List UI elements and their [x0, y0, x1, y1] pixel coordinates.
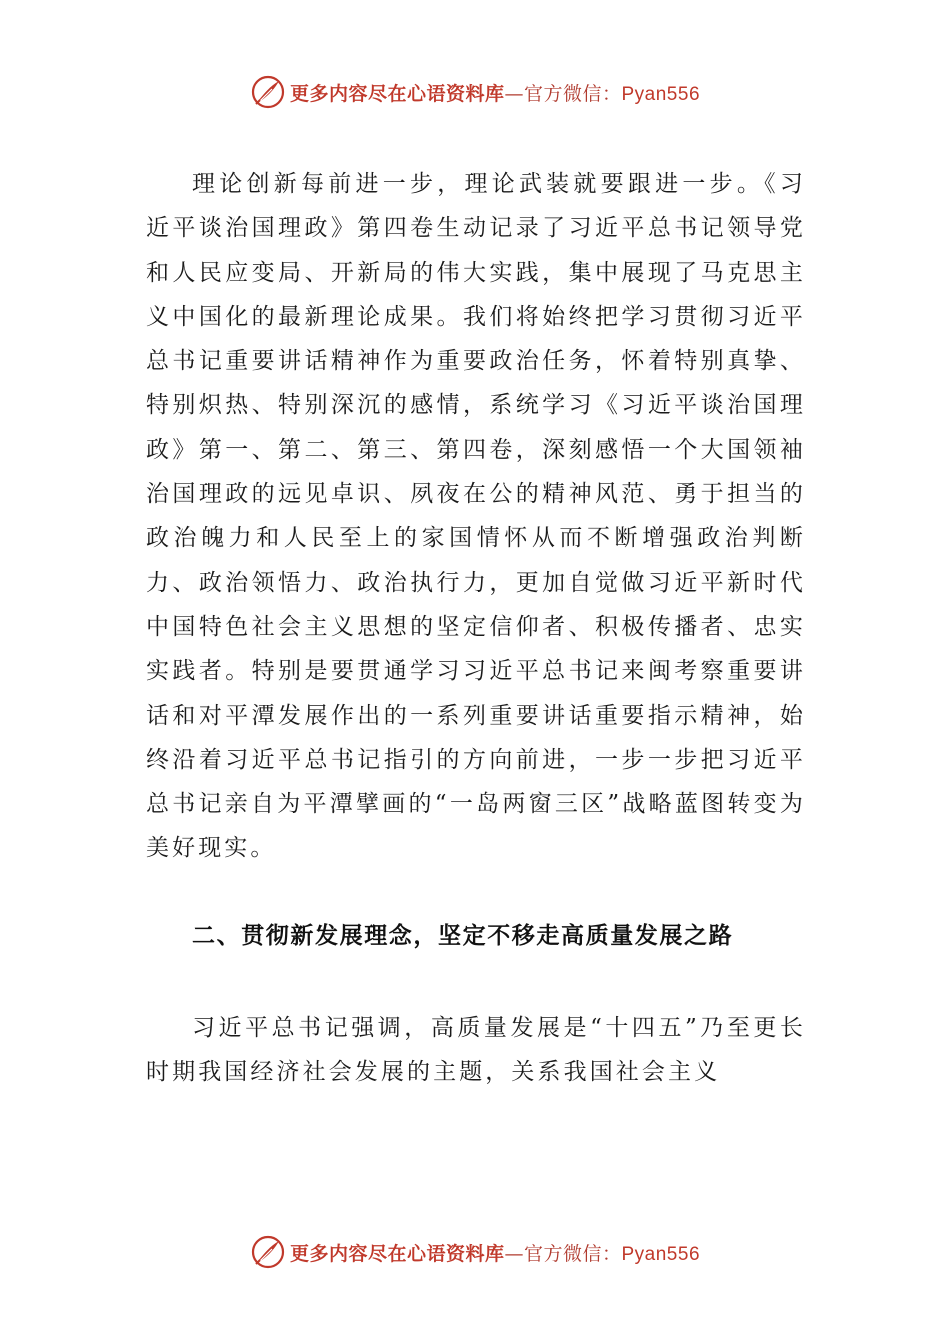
- watermark-main: 更多内容尽在心语资料库: [289, 1242, 505, 1265]
- header-watermark: [0, 72, 950, 112]
- feather-pen-logo-icon: [250, 1234, 286, 1270]
- watermark-main: 更多内容尽在心语资料库: [289, 82, 505, 105]
- watermark-text: [290, 79, 700, 106]
- watermark-wechat-label: 官方微信：: [523, 1242, 622, 1265]
- watermark-separator: —: [504, 1242, 524, 1265]
- paragraph-1: 理论创新每前进一步，理论武装就要跟进一步。《习近平谈治国理政》第四卷生动记录了习近平总书记领导党和人民应变局、开新局的伟大实践，集中展现了马克思主义中国化的最新理论成果。我们将始终把学习贯彻习近平总书记重要讲话精神作为重要政治任务，怀着特别真挚、特别炽热、特别深沉的感情，系统学习《习近平谈治国理政》第一、第二、第三、第四卷，深刻感悟一个大国领袖治国理政的远见卓识、夙夜在公的精神风范、勇于担当的政治魄力和人民至上的家国情怀从而不断增强政治判断力、政治领悟力、政治执行力，更加自觉做习近平新时代中国特色社会主义思想的坚定信仰者、积极传播者、忠实实践者。特别是要贯通学习习近平总书记来闽考察重要讲话和对平潭发展作出的一系列重要讲话重要指示精神，始终沿着习近平总书记指引的方向前进，一步一步把习近平总书记亲自为平潭擘画的“一岛两窗三区”战略蓝图转变为美好现实。: [146, 171, 806, 862]
- section-heading-2: 二、贯彻新发展理念，坚定不移走高质量发展之路: [192, 923, 734, 949]
- watermark-wechat-id: Pyan556: [621, 83, 701, 105]
- watermark-separator: —: [504, 82, 524, 105]
- footer-watermark: [0, 1232, 950, 1272]
- watermark-wechat-id: Pyan556: [621, 1243, 701, 1265]
- watermark-wechat-label: 官方微信：: [523, 82, 622, 105]
- feather-pen-logo-icon: [250, 74, 286, 110]
- paragraph-2: 习近平总书记强调，高质量发展是“十四五”乃至更长时期我国经济社会发展的主题，关系我国社会主义: [146, 1015, 806, 1086]
- watermark-text: [290, 1239, 700, 1266]
